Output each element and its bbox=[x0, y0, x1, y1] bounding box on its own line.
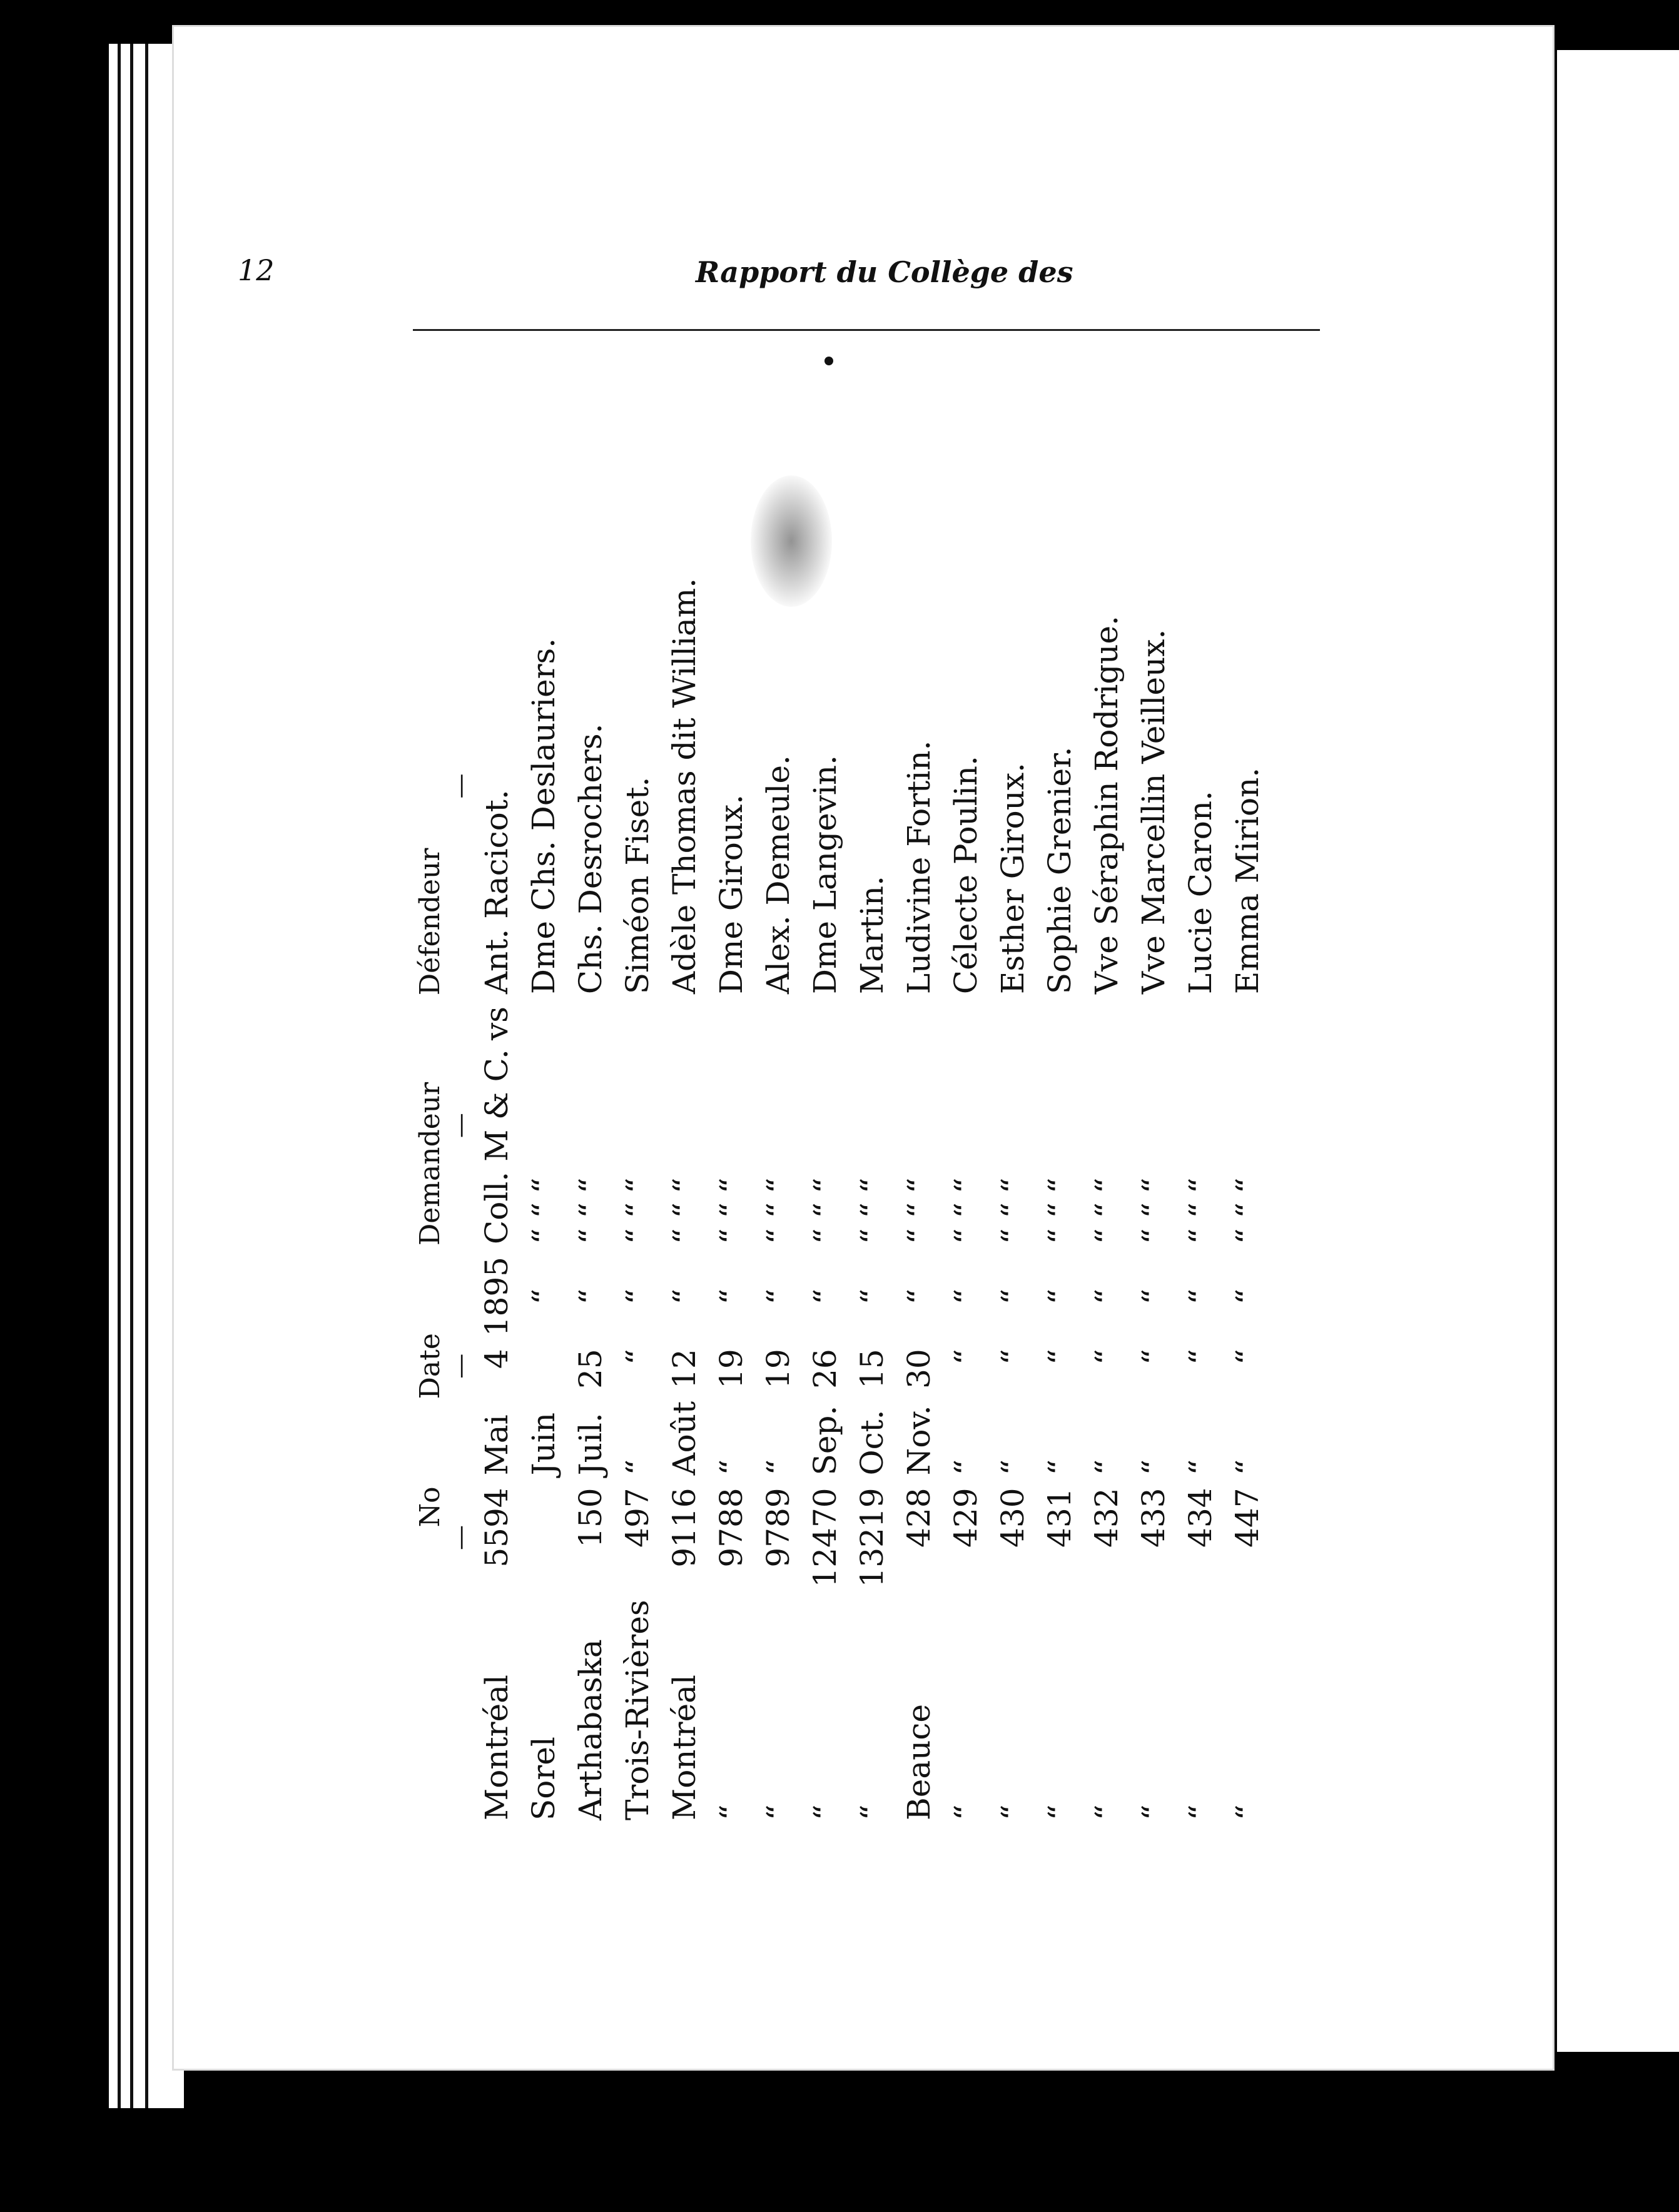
cell-location: “ bbox=[759, 1804, 796, 1820]
table-row bbox=[895, 572, 942, 1827]
cell-day: 30 bbox=[900, 1349, 937, 1389]
table-row bbox=[989, 572, 1036, 1827]
cell-day: “ bbox=[1135, 1349, 1172, 1365]
cell-location: Sorel bbox=[525, 1737, 562, 1820]
plaintiff-text: “ “ bbox=[1041, 1202, 1078, 1245]
cell-plaintiff bbox=[989, 1000, 1036, 1251]
cell-day: “ bbox=[947, 1349, 984, 1365]
versus-text: “ bbox=[572, 1177, 609, 1194]
table-header-dash-row bbox=[448, 572, 473, 1827]
cell-location: “ bbox=[1088, 1804, 1125, 1820]
plaintiff-text: “ “ bbox=[1229, 1202, 1266, 1245]
cell-year: “ bbox=[853, 1288, 890, 1305]
cell-number: 430 bbox=[994, 1488, 1031, 1548]
cell-plaintiff bbox=[708, 1000, 754, 1251]
cell-day: “ bbox=[1041, 1349, 1078, 1365]
cell-location: Arthabaska bbox=[572, 1639, 609, 1820]
dash-number: — bbox=[446, 1525, 475, 1550]
versus-text: “ bbox=[1229, 1177, 1266, 1194]
cell-month: “ bbox=[994, 1459, 1031, 1476]
cell-defendant: Adèle Thomas dit William. bbox=[666, 577, 703, 995]
cell-defendant: Vve Marcellin Veilleux. bbox=[1135, 629, 1172, 995]
cell-day: 4 bbox=[478, 1349, 515, 1369]
cell-month: Juin bbox=[525, 1412, 562, 1476]
cell-defendant: Alex. Demeule. bbox=[759, 755, 796, 995]
cell-number: 447 bbox=[1229, 1488, 1266, 1548]
cell-defendant: Emma Mirion. bbox=[1229, 767, 1266, 995]
cell-month: “ bbox=[713, 1459, 749, 1476]
cell-month: “ bbox=[1088, 1459, 1125, 1476]
plaintiff-text: “ “ bbox=[994, 1202, 1031, 1245]
cell-location: Trois-Rivières bbox=[619, 1600, 656, 1820]
cell-day: “ bbox=[994, 1349, 1031, 1365]
cell-defendant: Martin. bbox=[853, 876, 890, 995]
table-row bbox=[1130, 572, 1177, 1827]
versus-text: “ bbox=[994, 1177, 1031, 1194]
plaintiff-text: “ “ bbox=[619, 1202, 656, 1245]
table-row bbox=[661, 572, 708, 1827]
table-row bbox=[754, 572, 801, 1827]
cell-number: 434 bbox=[1182, 1488, 1219, 1548]
plaintiff-text: “ “ bbox=[759, 1202, 796, 1245]
header-date: Date bbox=[414, 1333, 446, 1399]
plaintiff-text: “ “ bbox=[525, 1202, 562, 1245]
cell-defendant: Dme Chs. Deslauriers. bbox=[525, 637, 562, 995]
cell-number: 428 bbox=[900, 1488, 937, 1548]
cell-month: “ bbox=[947, 1459, 984, 1476]
plaintiff-text: “ “ bbox=[1182, 1202, 1219, 1245]
versus-text: “ bbox=[1041, 1177, 1078, 1194]
cell-number: 431 bbox=[1041, 1488, 1078, 1548]
table-row bbox=[1083, 572, 1130, 1827]
cell-plaintiff bbox=[567, 1000, 614, 1251]
cell-plaintiff bbox=[895, 1000, 942, 1251]
plaintiff-text: “ “ bbox=[572, 1202, 609, 1245]
cell-month: Sep. bbox=[806, 1405, 843, 1476]
cell-month: “ bbox=[759, 1459, 796, 1476]
cell-plaintiff bbox=[1177, 1000, 1224, 1251]
versus-text: “ bbox=[666, 1177, 703, 1194]
table-row bbox=[1224, 572, 1271, 1827]
plaintiff-text: “ “ bbox=[713, 1202, 749, 1245]
header-rule bbox=[413, 329, 1320, 331]
cell-location: “ bbox=[1229, 1804, 1266, 1820]
cell-month: “ bbox=[1182, 1459, 1219, 1476]
running-title: Rapport du Collège des bbox=[696, 255, 1073, 289]
cell-year: “ bbox=[1135, 1288, 1172, 1305]
cell-defendant: Chs. Desrochers. bbox=[572, 723, 609, 995]
cell-year: 1895 bbox=[478, 1257, 515, 1337]
table-row bbox=[1036, 572, 1083, 1827]
cell-year: “ bbox=[525, 1288, 562, 1305]
cell-year: “ bbox=[1041, 1288, 1078, 1305]
cell-day: “ bbox=[1088, 1349, 1125, 1365]
cell-month: Juil. bbox=[572, 1413, 609, 1476]
table-row bbox=[801, 572, 848, 1827]
plaintiff-text: “ “ bbox=[853, 1202, 890, 1245]
cell-number: 432 bbox=[1088, 1488, 1125, 1548]
cell-month: Mai bbox=[478, 1414, 515, 1476]
cell-location: “ bbox=[806, 1804, 843, 1820]
plaintiff-text: “ “ bbox=[806, 1202, 843, 1245]
court-cases-table-rotated bbox=[413, 577, 1289, 1827]
cell-plaintiff bbox=[1036, 1000, 1083, 1251]
cell-defendant: Lucie Caron. bbox=[1182, 791, 1219, 995]
cell-day: 19 bbox=[759, 1349, 796, 1389]
cell-day bbox=[520, 1342, 567, 1395]
cell-day: 12 bbox=[666, 1349, 703, 1389]
cell-defendant: Dme Langevin. bbox=[806, 754, 843, 995]
cell-plaintiff bbox=[1224, 1000, 1271, 1251]
cell-plaintiff bbox=[848, 1000, 895, 1251]
cell-location: “ bbox=[1135, 1804, 1172, 1820]
table-row bbox=[614, 572, 661, 1827]
cell-defendant: Ludivine Fortin. bbox=[900, 740, 937, 995]
cell-location: “ bbox=[1182, 1804, 1219, 1820]
cell-day: “ bbox=[619, 1349, 656, 1365]
header-plaintiff: Demandeur bbox=[414, 1082, 446, 1246]
table-row bbox=[1177, 572, 1224, 1827]
cell-location: Beauce bbox=[900, 1704, 937, 1820]
dash-cell bbox=[448, 1593, 473, 1827]
cell-location: Montréal bbox=[666, 1675, 703, 1820]
header-number: No bbox=[414, 1486, 446, 1528]
table-row bbox=[708, 572, 754, 1827]
cell-year: “ bbox=[806, 1288, 843, 1305]
cell-location: “ bbox=[994, 1804, 1031, 1820]
cell-defendant: Célecte Poulin. bbox=[947, 756, 984, 995]
cell-defendant: Ant. Racicot. bbox=[478, 789, 515, 995]
dash-defendant: — bbox=[446, 773, 475, 799]
cell-plaintiff bbox=[614, 1000, 661, 1251]
cell-number: 12470 bbox=[806, 1488, 843, 1588]
plaintiff-text: Coll. M & C. bbox=[478, 1049, 515, 1245]
dash-date: — bbox=[446, 1353, 475, 1379]
header-defendant: Défendeur bbox=[414, 848, 446, 996]
cell-location: “ bbox=[1041, 1804, 1078, 1820]
cell-number: 13219 bbox=[853, 1488, 890, 1588]
cell-plaintiff bbox=[661, 1000, 708, 1251]
cell-number bbox=[520, 1481, 567, 1593]
facing-page-edge bbox=[1555, 50, 1679, 2052]
cell-number: 429 bbox=[947, 1488, 984, 1548]
cell-number: 433 bbox=[1135, 1488, 1172, 1548]
cell-year: “ bbox=[1182, 1288, 1219, 1305]
cell-month: Août bbox=[666, 1401, 703, 1476]
cell-defendant: Esther Giroux. bbox=[994, 763, 1031, 995]
table-body bbox=[473, 572, 1271, 1827]
cell-defendant: Siméon Fiset. bbox=[619, 776, 656, 995]
cell-year: “ bbox=[1229, 1288, 1266, 1305]
cell-year: “ bbox=[994, 1288, 1031, 1305]
versus-text: “ bbox=[619, 1177, 656, 1194]
versus-text: “ bbox=[947, 1177, 984, 1194]
table-header-row bbox=[413, 572, 448, 1827]
cell-month: Nov. bbox=[900, 1405, 937, 1476]
cell-plaintiff bbox=[473, 1000, 520, 1251]
plaintiff-text: “ “ bbox=[1088, 1202, 1125, 1245]
cell-defendant: Dme Giroux. bbox=[713, 794, 749, 995]
court-cases-table bbox=[413, 572, 1271, 1827]
dash-plaintiff: — bbox=[446, 1113, 475, 1139]
cell-plaintiff bbox=[942, 1000, 989, 1251]
cell-year: “ bbox=[1088, 1288, 1125, 1305]
cell-plaintiff bbox=[754, 1000, 801, 1251]
cell-year: “ bbox=[759, 1288, 796, 1305]
versus-text: “ bbox=[1135, 1177, 1172, 1194]
versus-text: vs bbox=[478, 1007, 515, 1041]
ink-dot bbox=[824, 357, 833, 365]
cell-year: “ bbox=[666, 1288, 703, 1305]
cell-year: “ bbox=[619, 1288, 656, 1305]
cell-year: “ bbox=[947, 1288, 984, 1305]
cell-number: 497 bbox=[619, 1488, 656, 1548]
versus-text: “ bbox=[1088, 1177, 1125, 1194]
plaintiff-text: “ “ bbox=[1135, 1202, 1172, 1245]
cell-month: Oct. bbox=[853, 1409, 890, 1476]
table-row bbox=[520, 572, 567, 1827]
cell-location: “ bbox=[853, 1804, 890, 1820]
cell-number: 5594 bbox=[478, 1488, 515, 1568]
versus-text: “ bbox=[525, 1177, 562, 1194]
cell-number: 150 bbox=[572, 1488, 609, 1548]
cell-plaintiff bbox=[801, 1000, 848, 1251]
versus-text: “ bbox=[806, 1177, 843, 1194]
cell-year: “ bbox=[713, 1288, 749, 1305]
cell-month: “ bbox=[1041, 1459, 1078, 1476]
cell-day: 26 bbox=[806, 1349, 843, 1389]
cell-number: 9116 bbox=[666, 1488, 703, 1568]
cell-day: 19 bbox=[713, 1349, 749, 1389]
versus-text: “ bbox=[713, 1177, 749, 1194]
cell-location: “ bbox=[713, 1804, 749, 1820]
cell-year: “ bbox=[572, 1288, 609, 1305]
cell-day: 15 bbox=[853, 1349, 890, 1389]
cell-month: “ bbox=[619, 1459, 656, 1476]
cell-defendant: Vve Séraphin Rodrigue. bbox=[1088, 616, 1125, 995]
cell-plaintiff bbox=[1130, 1000, 1177, 1251]
cell-day: “ bbox=[1182, 1349, 1219, 1365]
header-location bbox=[413, 1593, 448, 1827]
versus-text: “ bbox=[900, 1177, 937, 1194]
cell-defendant: Sophie Grenier. bbox=[1041, 746, 1078, 995]
cell-month: “ bbox=[1229, 1459, 1266, 1476]
table-row bbox=[942, 572, 989, 1827]
cell-number: 9789 bbox=[759, 1488, 796, 1568]
page-number: 12 bbox=[238, 253, 275, 287]
plaintiff-text: “ “ bbox=[947, 1202, 984, 1245]
cell-day: 25 bbox=[572, 1349, 609, 1389]
cell-number: 9788 bbox=[713, 1488, 749, 1568]
cell-location: “ bbox=[947, 1804, 984, 1820]
versus-text: “ bbox=[759, 1177, 796, 1194]
versus-text: “ bbox=[853, 1177, 890, 1194]
versus-text: “ bbox=[1182, 1177, 1219, 1194]
cell-plaintiff bbox=[520, 1000, 567, 1251]
cell-plaintiff bbox=[1083, 1000, 1130, 1251]
plaintiff-text: “ “ bbox=[666, 1202, 703, 1245]
cell-day: “ bbox=[1229, 1349, 1266, 1365]
table-row bbox=[473, 572, 520, 1827]
table-row bbox=[567, 572, 614, 1827]
cell-year: “ bbox=[900, 1288, 937, 1305]
plaintiff-text: “ “ bbox=[900, 1202, 937, 1245]
cell-location: Montréal bbox=[478, 1675, 515, 1820]
table-row bbox=[848, 572, 895, 1827]
cell-month: “ bbox=[1135, 1459, 1172, 1476]
